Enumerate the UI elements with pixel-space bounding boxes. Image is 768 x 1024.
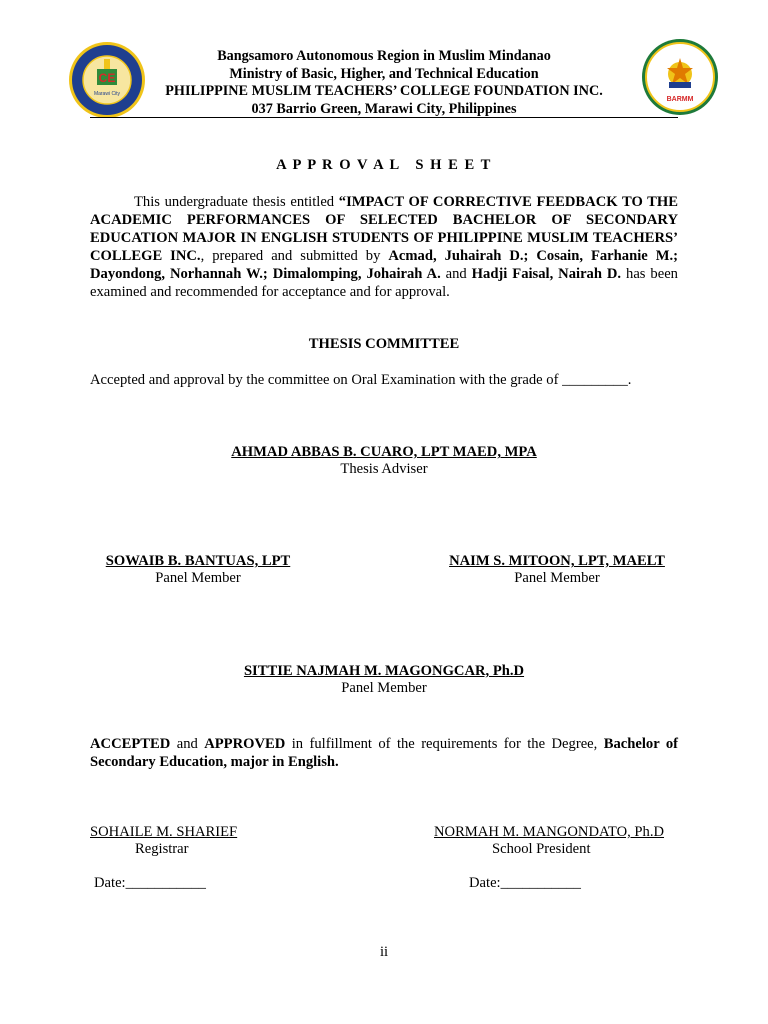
ministry-logo: [641, 38, 719, 116]
svg-text:Marawi City: Marawi City: [93, 91, 121, 97]
intro-text: and: [440, 266, 472, 282]
degree-name: Bachelor of Secondary Education, major in English.: [90, 736, 678, 770]
panel-role: Panel Member: [514, 570, 600, 586]
president-block: [434, 824, 684, 892]
adviser-block: [90, 444, 678, 478]
registrar-date: Date:___________: [94, 875, 206, 891]
panel-name: NAIM S. MITOON, LPT, MAELT: [449, 553, 665, 569]
header-region: Bangsamoro Autonomous Region in Muslim Mindanao: [217, 48, 551, 64]
header-divider: [90, 117, 678, 118]
president-name: NORMAH M. MANGONDATO, Ph.D: [434, 824, 665, 840]
header-ministry: Ministry of Basic, Higher, and Technical Education: [229, 66, 539, 82]
panel-member-3: [90, 663, 678, 697]
intro-text: This undergraduate thesis entitled: [134, 194, 339, 210]
committee-heading: THESIS COMMITTEE: [308, 336, 460, 352]
intro-text: , prepared and submitted by: [200, 248, 389, 264]
panel-name: SOWAIB B. BANTUAS, LPT: [105, 553, 291, 569]
intro-paragraph: [90, 193, 678, 301]
acceptance-paragraph: [90, 735, 678, 771]
committee-text: Accepted and approval by the committee on Oral Examination with the grade of _________.: [90, 372, 632, 388]
president-role: School President: [492, 841, 591, 857]
panel-role: Panel Member: [341, 680, 427, 696]
registrar-role: Registrar: [135, 841, 189, 857]
approved-word: APPROVED: [204, 736, 286, 752]
adviser-name: AHMAD ABBAS B. CUARO, LPT MAED, MPA: [231, 444, 537, 460]
svg-text:BARMM: BARMM: [666, 96, 694, 103]
svg-text:CE: CE: [98, 71, 116, 85]
header-college: PHILIPPINE MUSLIM TEACHERS’ COLLEGE FOUNDATION INC.: [165, 83, 603, 99]
header-address: 037 Barrio Green, Marawi City, Philippines: [251, 101, 517, 117]
acceptance-text: and: [170, 736, 205, 752]
registrar-block: [90, 824, 290, 892]
intro-text: has been examined and recommended for acceptance and for approval.: [90, 266, 678, 300]
accepted-word: ACCEPTED: [90, 736, 171, 752]
panel-name: SITTIE NAJMAH M. MAGONGCAR, Ph.D: [243, 663, 525, 679]
adviser-role: Thesis Adviser: [340, 461, 428, 477]
thesis-title: “IMPACT OF CORRECTIVE FEEDBACK TO THE ACADEMIC PERFORMANCES OF SELECTED BACHELOR OF SECONDARY EDUCATION MAJOR IN ENGLISH STUDENTS OF PHILIPPINE MUSLIM TEACHERS’ COLLEGE INC.: [90, 194, 678, 264]
page-number: ii: [379, 944, 389, 960]
authors: Hadji Faisal, Nairah D.: [471, 266, 622, 282]
registrar-name: SOHAILE M. SHARIEF: [90, 824, 238, 840]
authors: Acmad, Juhairah D.; Cosain, Farhanie M.; Dayondong, Norhannah W.; Dimalomping, Johairah A.: [90, 248, 678, 282]
page-title: A P P R O V A L S H E E T: [276, 157, 492, 173]
acceptance-text: in fulfillment of the requirements for the Degree,: [285, 736, 604, 752]
president-date: Date:___________: [469, 875, 581, 891]
panel-role: Panel Member: [155, 570, 241, 586]
panel-member-1: [60, 553, 336, 587]
panel-member-2: [418, 553, 696, 587]
